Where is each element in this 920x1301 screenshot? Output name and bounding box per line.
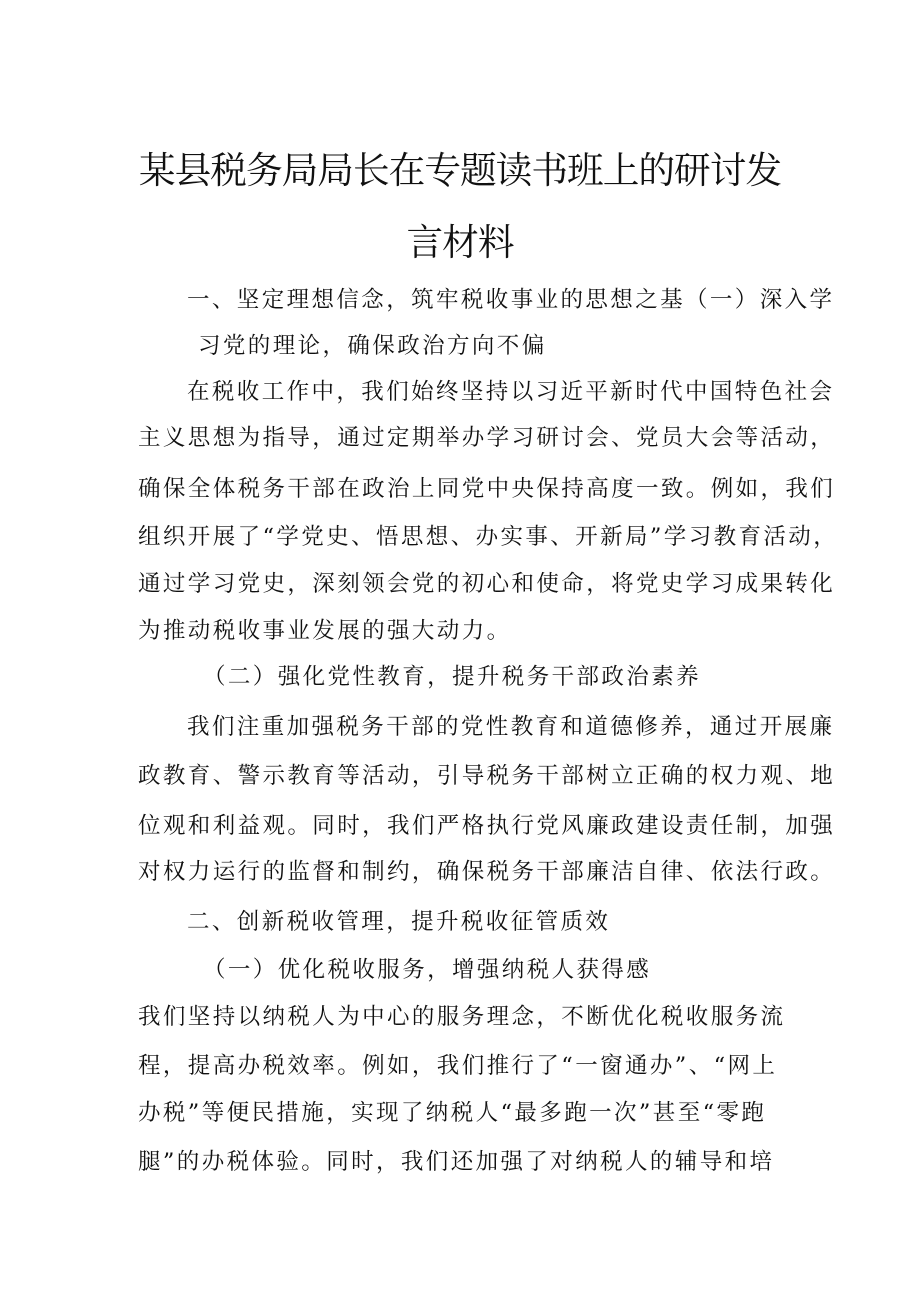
document-title-line-2: 言材料 [406,221,514,264]
text-line: 在税收工作中，我们始终坚持以习近平新时代中国特色社会 [187,379,835,405]
section-heading: （一）优化税收服务，增强纳税人获得感 [203,957,652,983]
text-line: 政教育、警示教育等活动，引导税务干部树立正确的权力观、地 [138,763,836,789]
text-line: 我们注重加强税务干部的党性教育和道德修养，通过开展廉 [187,714,835,740]
text-line: 位观和利益观。同时，我们严格执行党风廉政建设责任制，加强 [138,813,836,839]
text-line: 组织开展了“学党史、悟思想、办实事、开新局”学习教育活动， [138,524,839,550]
text-line: 办税”等便民措施，实现了纳税人“最多跑一次”甚至“零跑 [138,1100,767,1126]
text-line: 我们坚持以纳税人为中心的服务理念，不断优化税收服务流 [138,1004,786,1030]
section-heading: （二）强化党性教育，提升税务干部政治素养 [203,664,702,690]
text-line: 为推动税收事业发展的强大动力。 [138,618,512,644]
text-line: 确保全体税务干部在政治上同党中央保持高度一致。例如，我们 [138,476,836,502]
document-title-line-1: 某县税务局局长在专题读书班上的研讨发 [138,149,782,192]
text-line: 一、坚定理想信念，筑牢税收事业的思想之基（一）深入学 [187,287,835,313]
text-line: 习党的理论，确保政治方向不偏 [198,333,547,359]
text-line: 对权力运行的监督和制约，确保税务干部廉洁自律、依法行政。 [138,859,836,885]
text-line: 腿”的办税体验。同时，我们还加强了对纳税人的辅导和培 [138,1149,775,1175]
text-line: 主义思想为指导，通过定期举办学习研讨会、党员大会等活动， [138,425,836,451]
section-heading: 二、创新税收管理，提升税收征管质效 [187,909,611,935]
text-line: 程，提高办税效率。例如，我们推行了“一窗通办”、“网上 [138,1053,778,1079]
text-line: 通过学习党史，深刻领会党的初心和使命，将党史学习成果转化 [138,571,836,597]
